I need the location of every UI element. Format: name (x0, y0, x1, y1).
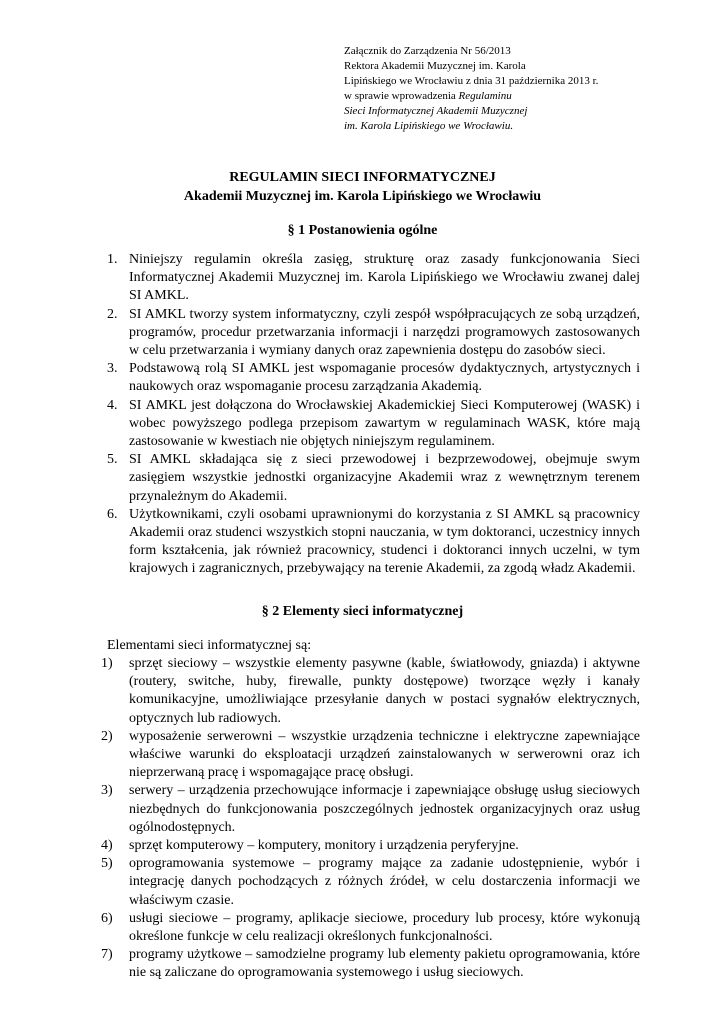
section-1-list (107, 251, 640, 579)
list-item-text: oprogramowania systemowe – programy mające za zadanie udostępnienie, wybór i integrację danych pochodzących z różnych źródeł, w celu dostarczenia informacji we właściwym czasie. (129, 856, 640, 908)
list-item (101, 855, 640, 910)
list-item-number: 3. (107, 361, 118, 377)
section-2-heading: § 2 Elementy sieci informatycznej (261, 604, 464, 619)
list-item-text: SI AMKL składająca się z sieci przewodowej i bezprzewodowej, obejmuje swym zasięgiem wszystkie jednostki organizacyjne Akademii wraz z wewnętrznym terenem przynależnym do Akademii. (129, 452, 640, 504)
list-item-number: 3) (101, 783, 113, 799)
list-item-number: 2) (101, 728, 113, 744)
annex-line (344, 89, 674, 104)
list-item (101, 782, 640, 837)
list-item (107, 451, 640, 506)
annex-line: im. Karola Lipińskiego we Wrocławiu. (344, 120, 514, 132)
section-2-list (101, 655, 640, 983)
annex-line-italic: Regulaminu (458, 90, 512, 102)
annex-line: Rektora Akademii Muzycznej im. Karola (344, 60, 526, 72)
list-item (101, 728, 640, 783)
list-item-text: usługi sieciowe – programy, aplikacje sieciowe, procedury lub procesy, które wykonują określone funkcje w celu realizacji określonych funkcjonalności. (129, 910, 640, 945)
list-item-number: 1) (101, 656, 113, 671)
document-subtitle: Akademii Muzycznej im. Karola Lipińskiego we Wrocławiu (183, 189, 542, 204)
list-item-number: 2. (107, 306, 118, 322)
list-item-text: Użytkownikami, czyli osobami uprawnionymi do korzystania z SI AMKL są pracownicy Akademii oraz studenci wszystkich stopni nauczania, w tym doktoranci, uczestnicy innych form kształcenia, jak również pracownicy, studenci i doktoranci innych uczelni, w tym krajowych i zagranicznych, przebywający na terenie Akademii, za zgodą władz Akademii. (129, 506, 640, 577)
annex-line: Sieci Informatycznej Akademii Muzycznej (344, 105, 528, 117)
list-item-text: wyposażenie serwerowni – wszystkie urządzenia techniczne i elektryczne zapewniające właściwe warunki do eksploatacji urządzeń zainstalowanych w serwerowni oraz ich nieprzerwaną pracę i wspomagające pracę obsługi. (129, 728, 640, 781)
list-item (107, 360, 640, 396)
document-title: REGULAMIN SIECI INFORMATYCZNEJ (229, 170, 496, 185)
annex-line: Załącznik do Zarządzenia Nr 56/2013 (344, 45, 511, 57)
annex-note (344, 44, 674, 134)
list-item-text: programy użytkowe – samodzielne programy lub elementy pakietu oprogramowania, które nie są zaliczane do oprogramowania systemowego i usług sieciowych. (129, 947, 640, 981)
list-item-number: 6) (101, 910, 113, 926)
list-item (101, 655, 640, 728)
list-item-number: 7) (101, 947, 113, 963)
list-item (107, 506, 640, 579)
list-item-text: SI AMKL jest dołączona do Wrocławskiej Akademickiej Sieci Komputerowej (WASK) i wobec powyższego podlega przepisom zawartym w regulaminach WASK, które mają zastosowanie w kwestiach nie objętych niniejszym regulaminem. (129, 397, 640, 450)
annex-line-plain: w sprawie wprowadzenia (344, 90, 459, 102)
list-item-text: SI AMKL tworzy system informatyczny, czyli zespół współpracujących ze sobą urządzeń, programów, procedur przetwarzania informacji i narzędzi programowych zastosowanych w celu przetwarzania i wymiany danych oraz zapewnienia dostępu do zasobów sieci. (129, 306, 640, 359)
list-item (107, 397, 640, 452)
list-item-text: Podstawową rolą SI AMKL jest wspomaganie procesów dydaktycznych, artystycznych i naukowych oraz wspomaganie procesu zarządzania Akademią. (129, 361, 640, 395)
list-item-text: sprzęt komputerowy – komputery, monitory i urządzenia peryferyjne. (129, 838, 519, 854)
list-item-number: 4. (107, 397, 118, 413)
list-item (101, 837, 640, 855)
list-item (107, 251, 640, 306)
list-item-number: 5. (107, 452, 118, 468)
list-item (101, 910, 640, 946)
list-item-number: 5) (101, 856, 113, 872)
list-item (101, 946, 640, 982)
list-item-text: serwery – urządzenia przechowujące informacje i zapewniające obsługę usług sieciowych niezbędnych do funkcjonowania poszczególnych jednostek organizacyjnych oraz usług ogólnodostępnych. (129, 783, 640, 835)
annex-line: Lipińskiego we Wrocławiu z dnia 31 października 2013 r. (344, 75, 599, 87)
list-item-number: 4) (101, 838, 113, 854)
section-1-heading: § 1 Postanowienia ogólne (287, 223, 438, 238)
list-item-number: 1. (107, 252, 118, 267)
list-item-text: sprzęt sieciowy – wszystkie elementy pasywne (kable, światłowody, gniazda) i aktywne (routery, switche, huby, firewalle, punkty dostępowe) tworzące węzły i kanały komunikacyjne, umożliwiające przesyłanie danych w postaci sygnałów elektrycznych, optycznych lub radiowych. (129, 656, 640, 726)
list-item (107, 306, 640, 361)
list-item-text: Niniejszy regulamin określa zasięg, strukturę oraz zasady funkcjonowania Sieci Informatycznej Akademii Muzycznej im. Karola Lipińskiego we Wrocławiu zwanej dalej SI AMKL. (129, 252, 640, 304)
list-item-number: 6. (107, 506, 118, 522)
section-2-intro: Elementami sieci informatycznej są: (107, 638, 312, 653)
